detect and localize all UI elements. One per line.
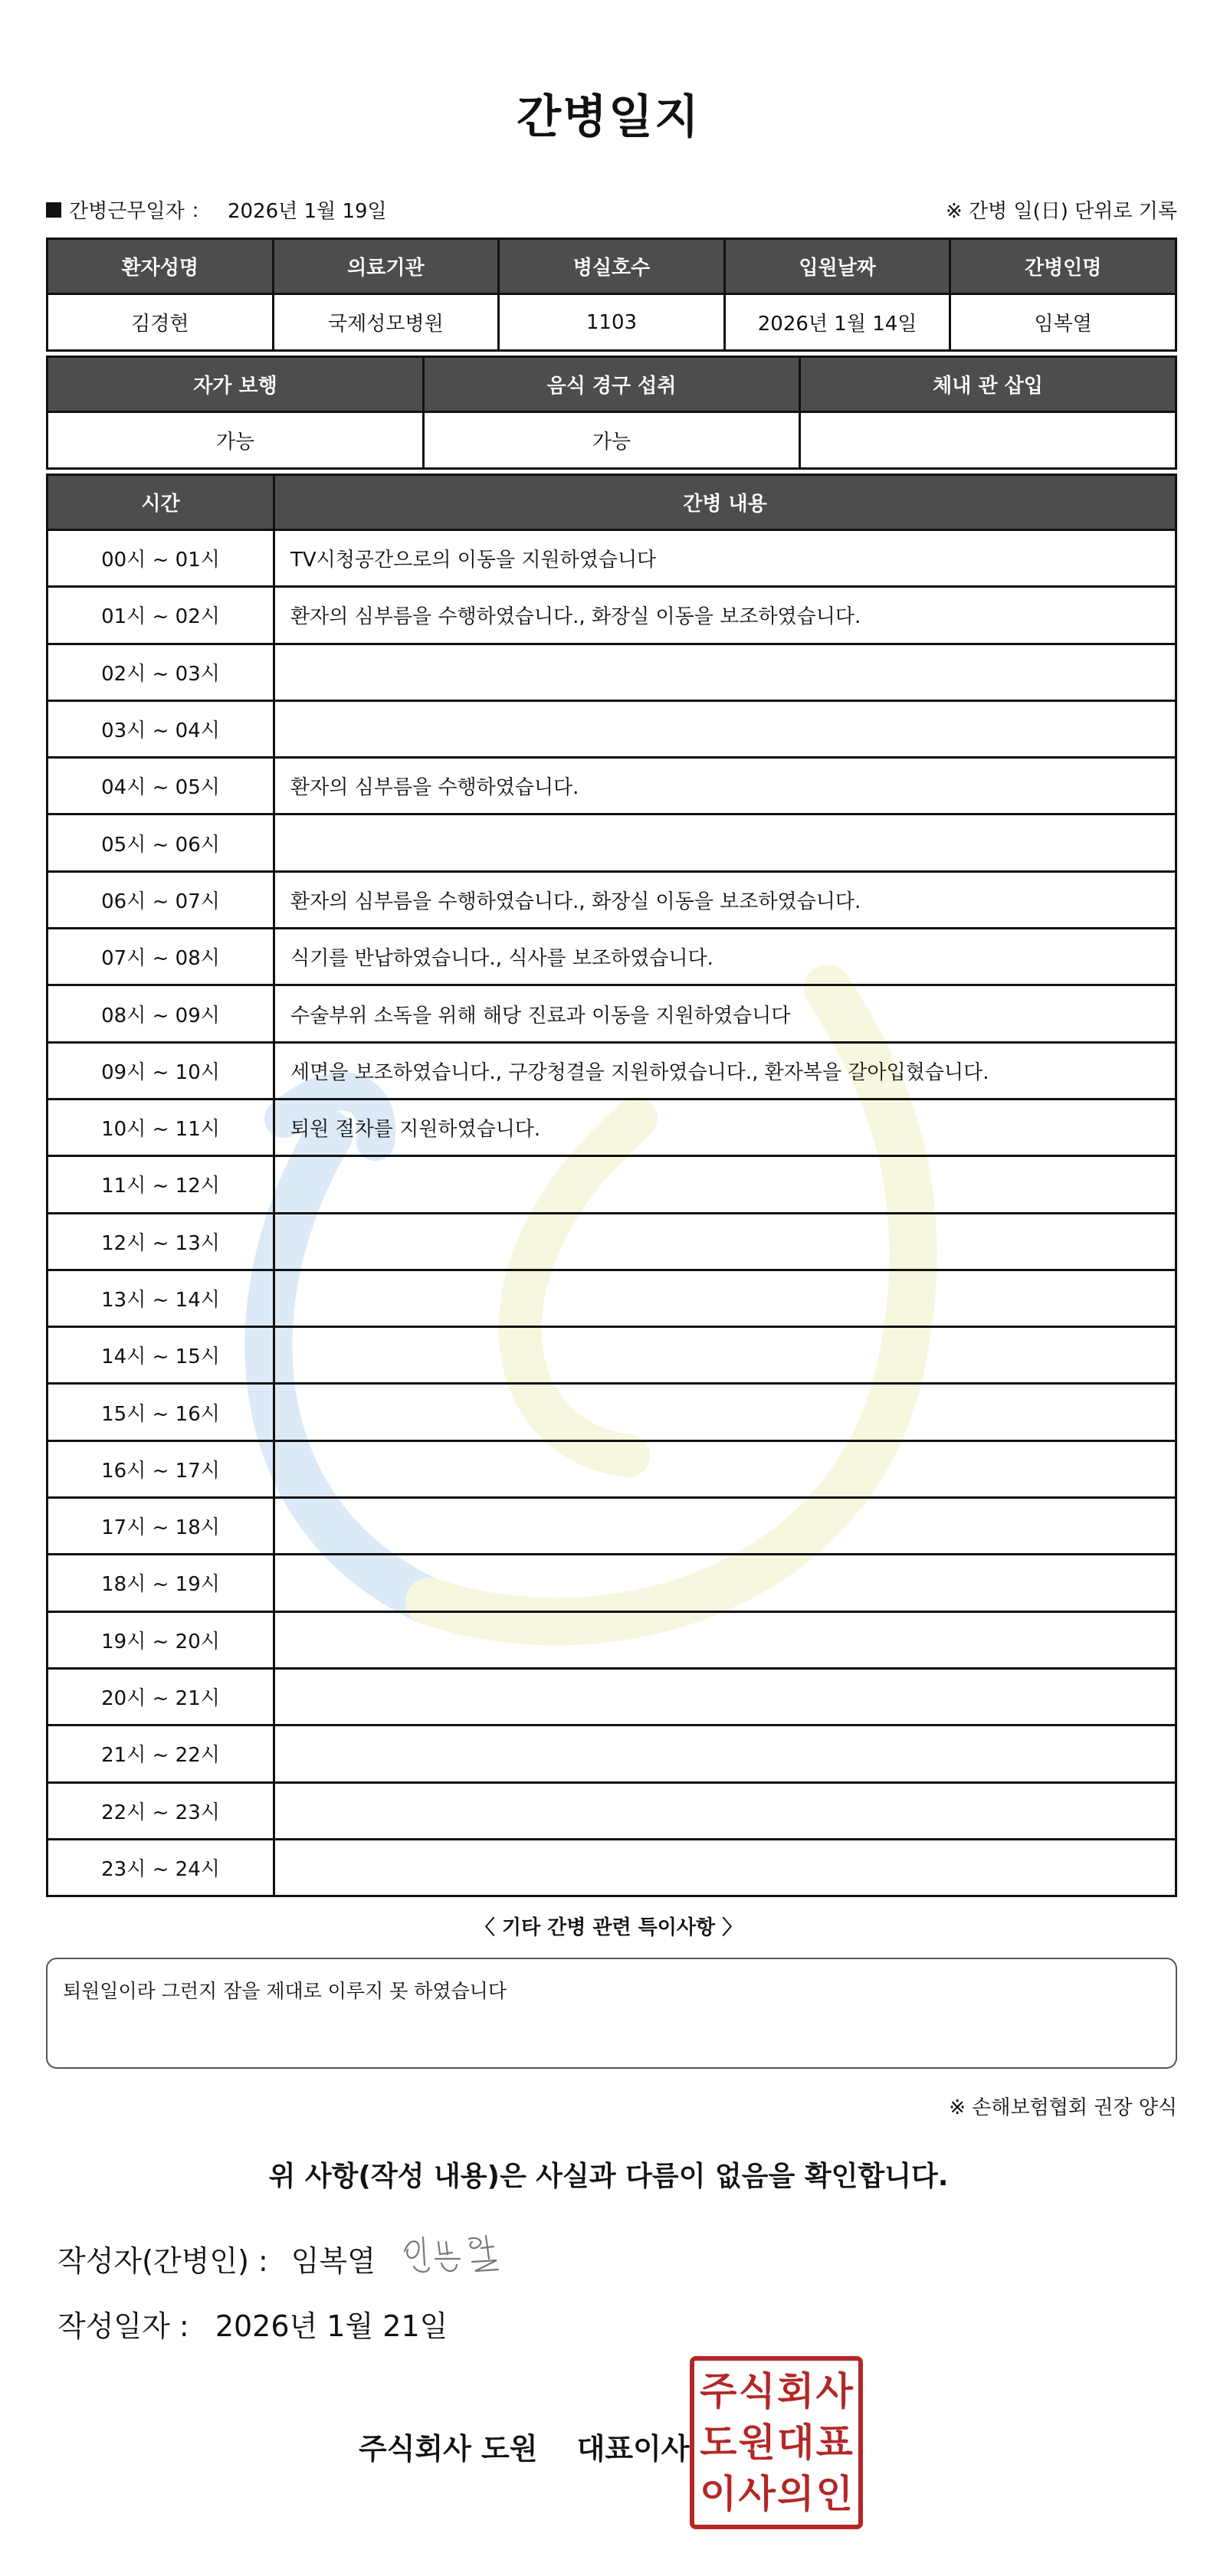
tube-insertion-value [800, 412, 1176, 469]
care-log-row [48, 1213, 1176, 1270]
patient-info-table [46, 238, 1177, 352]
care-time: 03시 ~ 04시 [48, 700, 274, 757]
work-date-label: 간병근무일자 ： [69, 200, 211, 223]
care-time: 20시 ~ 21시 [48, 1668, 274, 1725]
page-title: 간병일지 [517, 90, 700, 144]
admission-date: 2026년 1월 14일 [724, 294, 950, 351]
care-content: 환자의 심부름을 수행하였습니다., 화장실 이동을 보조하였습니다. [274, 871, 1176, 928]
care-time: 15시 ~ 16시 [48, 1384, 274, 1440]
care-content [274, 1384, 1176, 1440]
work-date-value: 2026년 1월 19일 [227, 200, 387, 223]
care-content [274, 1726, 1176, 1782]
care-content [274, 644, 1176, 700]
care-content [274, 1327, 1176, 1384]
hospital-name: 국제성모병원 [273, 294, 499, 351]
care-time: 12시 ~ 13시 [48, 1213, 274, 1270]
care-log-row [48, 700, 1176, 757]
care-time: 01시 ~ 02시 [48, 587, 274, 644]
patient-name: 김경현 [48, 294, 274, 351]
care-log-row [48, 871, 1176, 928]
care-content: 식기를 반납하였습니다., 식사를 보조하였습니다. [274, 929, 1176, 985]
writer-name: 임복열 [290, 2244, 376, 2278]
seal-char: 사 [815, 2368, 853, 2414]
seal-char: 식 [738, 2368, 776, 2414]
caregiver-name: 임복열 [950, 294, 1176, 351]
care-log-row [48, 1384, 1176, 1440]
seal-char: 이 [700, 2472, 737, 2517]
header-care-content: 간병 내용 [274, 475, 1176, 530]
care-time: 14시 ~ 15시 [48, 1327, 274, 1384]
care-time: 02시 ~ 03시 [48, 644, 274, 700]
care-time: 08시 ~ 09시 [48, 985, 274, 1042]
care-content [274, 1668, 1176, 1725]
care-content: 수술부위 소독을 위해 해당 진료과 이동을 지원하였습니다 [274, 985, 1176, 1042]
header-admission-date: 입원날짜 [724, 239, 950, 294]
care-time: 18시 ~ 19시 [48, 1555, 274, 1611]
care-log-row [48, 814, 1176, 871]
company-row [359, 2425, 690, 2467]
company-seal-stamp [690, 2356, 863, 2529]
self-walking-value: 가능 [48, 412, 424, 469]
care-time: 11시 ~ 12시 [48, 1156, 274, 1213]
seal-char: 대 [777, 2420, 815, 2465]
writer-row [57, 2237, 376, 2279]
care-time: 22시 ~ 23시 [48, 1782, 274, 1839]
care-time: 23시 ~ 24시 [48, 1839, 274, 1896]
care-log-row [48, 1327, 1176, 1384]
care-content [274, 814, 1176, 871]
written-date-label: 작성일자 : [57, 2309, 189, 2343]
care-log-row [48, 758, 1176, 814]
care-time: 05시 ~ 06시 [48, 814, 274, 871]
daily-record-note: ※ 간병 일(日) 단위로 기록 [945, 200, 1177, 223]
seal-char: 주 [700, 2368, 737, 2414]
care-content [274, 1611, 1176, 1668]
care-log-row [48, 985, 1176, 1042]
header-room-number: 병실호수 [499, 239, 725, 294]
care-time: 17시 ~ 18시 [48, 1498, 274, 1555]
care-time: 16시 ~ 17시 [48, 1440, 274, 1497]
seal-char: 사 [738, 2472, 776, 2517]
care-log-row [48, 1611, 1176, 1668]
header-patient-name: 환자성명 [48, 239, 274, 294]
care-log-row [48, 1839, 1176, 1896]
care-log-row [48, 929, 1176, 985]
header-self-walking: 자가 보행 [48, 357, 424, 412]
header-tube-insertion: 체내 관 삽입 [800, 357, 1176, 412]
seal-char: 원 [738, 2420, 776, 2465]
care-log-row [48, 1498, 1176, 1555]
oral-intake-value: 가능 [424, 412, 800, 469]
header-caregiver-name: 간병인명 [950, 239, 1176, 294]
care-time: 21시 ~ 22시 [48, 1726, 274, 1782]
notes-box [46, 1958, 1177, 2069]
care-log-row [48, 587, 1176, 644]
care-content [274, 1498, 1176, 1555]
care-log-row [48, 1782, 1176, 1839]
seal-char: 인 [815, 2472, 853, 2517]
care-time: 10시 ~ 11시 [48, 1099, 274, 1155]
care-log-row [48, 1726, 1176, 1782]
care-log-row [48, 1555, 1176, 1611]
care-log-row [48, 1156, 1176, 1213]
handwritten-signature [399, 2228, 506, 2282]
care-content [274, 1839, 1176, 1896]
care-time: 09시 ~ 10시 [48, 1042, 274, 1099]
writer-label: 작성자(간병인) : [57, 2244, 268, 2278]
care-log-row [48, 1440, 1176, 1497]
care-log-row [48, 1270, 1176, 1326]
notes-text: 퇴원일이라 그런지 잠을 제대로 이루지 못 하였습니다 [63, 1980, 507, 2002]
written-date-value: 2026년 1월 21일 [215, 2309, 448, 2343]
recommended-form-note: ※ 손해보험협회 권장 양식 [949, 2096, 1177, 2119]
care-log-row [48, 1042, 1176, 1099]
patient-status-table [46, 356, 1177, 470]
header-hospital: 의료기관 [273, 239, 499, 294]
written-date-row [57, 2302, 448, 2345]
care-content [274, 1555, 1176, 1611]
company-representative: 대표이사 [576, 2432, 690, 2466]
care-content [274, 1213, 1176, 1270]
header-time: 시간 [48, 475, 274, 530]
seal-char: 회 [777, 2368, 815, 2414]
care-content [274, 1440, 1176, 1497]
care-time: 06시 ~ 07시 [48, 871, 274, 928]
care-time: 04시 ~ 05시 [48, 758, 274, 814]
care-log-row [48, 530, 1176, 587]
care-content: TV시청공간으로의 이동을 지원하였습니다 [274, 530, 1176, 587]
confirmation-statement: 위 사항(작성 내용)은 사실과 다름이 없음을 확인합니다. [268, 2161, 949, 2192]
care-log-table [46, 474, 1177, 1897]
care-content [274, 1270, 1176, 1326]
seal-char: 의 [777, 2472, 815, 2517]
room-number: 1103 [499, 294, 725, 351]
care-log-row [48, 644, 1176, 700]
header-oral-intake: 음식 경구 섭취 [424, 357, 800, 412]
seal-char: 도 [700, 2420, 737, 2465]
care-content [274, 1156, 1176, 1213]
seal-char: 표 [815, 2420, 853, 2465]
work-date-row [46, 195, 387, 224]
care-content: 환자의 심부름을 수행하였습니다., 화장실 이동을 보조하였습니다. [274, 587, 1176, 644]
care-time: 19시 ~ 20시 [48, 1611, 274, 1668]
care-time: 07시 ~ 08시 [48, 929, 274, 985]
care-content [274, 1782, 1176, 1839]
care-content [274, 700, 1176, 757]
care-content: 환자의 심부름을 수행하였습니다. [274, 758, 1176, 814]
care-log-row [48, 1668, 1176, 1725]
care-content: 퇴원 절차를 지원하였습니다. [274, 1099, 1176, 1155]
care-content: 세면을 보조하였습니다., 구강청결을 지원하였습니다., 환자복을 갈아입혔습니다. [274, 1042, 1176, 1099]
care-time: 13시 ~ 14시 [48, 1270, 274, 1326]
company-name: 주식회사 도원 [359, 2432, 538, 2466]
care-log-row [48, 1099, 1176, 1155]
square-bullet-icon [46, 202, 61, 218]
care-time: 00시 ~ 01시 [48, 530, 274, 587]
notes-title: 〈 기타 간병 관련 특이사항 〉 [474, 1916, 743, 1939]
